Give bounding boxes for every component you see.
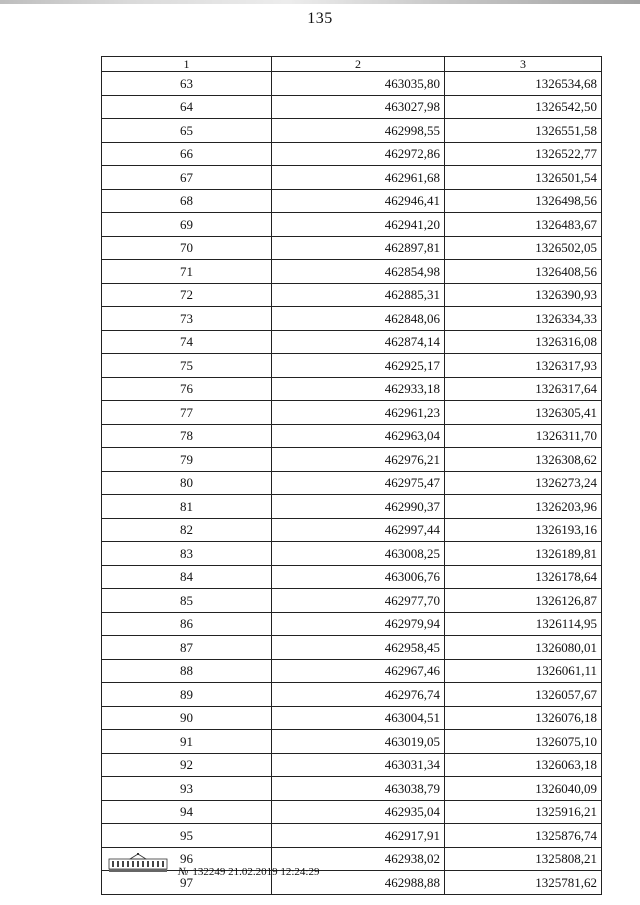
x-coordinate-cell: 462979,94 — [272, 612, 445, 636]
table-row — [102, 142, 602, 166]
table-row — [102, 636, 602, 660]
point-number-cell: 79 — [102, 448, 272, 472]
building-stamp-icon — [108, 853, 168, 873]
y-coordinate-cell: 1326126,87 — [445, 589, 602, 613]
x-coordinate-cell: 462917,91 — [272, 824, 445, 848]
point-number-cell: 86 — [102, 612, 272, 636]
y-coordinate-cell: 1326075,10 — [445, 730, 602, 754]
table-body — [102, 72, 602, 895]
table-row — [102, 659, 602, 683]
y-coordinate-cell: 1326483,67 — [445, 213, 602, 237]
y-coordinate-cell: 1326308,62 — [445, 448, 602, 472]
x-coordinate-cell: 462988,88 — [272, 871, 445, 895]
point-number-cell: 67 — [102, 166, 272, 190]
x-coordinate-cell: 462976,74 — [272, 683, 445, 707]
y-coordinate-cell: 1325876,74 — [445, 824, 602, 848]
point-number-cell: 72 — [102, 283, 272, 307]
table-row — [102, 542, 602, 566]
point-number-cell: 84 — [102, 565, 272, 589]
y-coordinate-cell: 1326193,16 — [445, 518, 602, 542]
x-coordinate-cell: 462990,37 — [272, 495, 445, 519]
point-number-cell: 64 — [102, 95, 272, 119]
x-coordinate-cell: 462848,06 — [272, 307, 445, 331]
point-number-cell: 88 — [102, 659, 272, 683]
x-coordinate-cell: 462977,70 — [272, 589, 445, 613]
x-coordinate-cell: 462854,98 — [272, 260, 445, 284]
y-coordinate-cell: 1326273,24 — [445, 471, 602, 495]
y-coordinate-cell: 1326551,58 — [445, 119, 602, 143]
x-coordinate-cell: 462925,17 — [272, 354, 445, 378]
point-number-cell: 69 — [102, 213, 272, 237]
x-coordinate-cell: 462897,81 — [272, 236, 445, 260]
table-row — [102, 495, 602, 519]
point-number-cell: 73 — [102, 307, 272, 331]
x-coordinate-cell: 463035,80 — [272, 72, 445, 96]
table-row — [102, 260, 602, 284]
y-coordinate-cell: 1325808,21 — [445, 847, 602, 871]
x-coordinate-cell: 462997,44 — [272, 518, 445, 542]
y-coordinate-cell: 1326311,70 — [445, 424, 602, 448]
x-coordinate-cell: 462998,55 — [272, 119, 445, 143]
x-coordinate-cell: 462958,45 — [272, 636, 445, 660]
y-coordinate-cell: 1326317,64 — [445, 377, 602, 401]
x-coordinate-cell: 462976,21 — [272, 448, 445, 472]
y-coordinate-cell: 1326203,96 — [445, 495, 602, 519]
table-row — [102, 800, 602, 824]
y-coordinate-cell: 1326076,18 — [445, 706, 602, 730]
y-coordinate-cell: 1326542,50 — [445, 95, 602, 119]
y-coordinate-cell: 1326114,95 — [445, 612, 602, 636]
table-row — [102, 424, 602, 448]
table-row — [102, 72, 602, 96]
x-coordinate-cell: 462941,20 — [272, 213, 445, 237]
x-coordinate-cell: 463004,51 — [272, 706, 445, 730]
point-number-cell: 91 — [102, 730, 272, 754]
point-number-cell: 63 — [102, 72, 272, 96]
y-coordinate-cell: 1326305,41 — [445, 401, 602, 425]
point-number-cell: 76 — [102, 377, 272, 401]
table-row — [102, 95, 602, 119]
point-number-cell: 74 — [102, 330, 272, 354]
x-coordinate-cell: 463008,25 — [272, 542, 445, 566]
table-row — [102, 518, 602, 542]
y-coordinate-cell: 1325916,21 — [445, 800, 602, 824]
x-coordinate-cell: 462938,02 — [272, 847, 445, 871]
table-row — [102, 166, 602, 190]
table-row — [102, 330, 602, 354]
y-coordinate-cell: 1326390,93 — [445, 283, 602, 307]
y-coordinate-cell: 1326522,77 — [445, 142, 602, 166]
table-row — [102, 777, 602, 801]
point-number-cell: 83 — [102, 542, 272, 566]
point-number-cell: 95 — [102, 824, 272, 848]
y-coordinate-cell: 1326040,09 — [445, 777, 602, 801]
point-number-cell: 78 — [102, 424, 272, 448]
x-coordinate-cell: 462975,47 — [272, 471, 445, 495]
table-row — [102, 307, 602, 331]
point-number-cell: 94 — [102, 800, 272, 824]
x-coordinate-cell: 462961,68 — [272, 166, 445, 190]
y-coordinate-cell: 1325781,62 — [445, 871, 602, 895]
table-row — [102, 824, 602, 848]
point-number-cell: 71 — [102, 260, 272, 284]
point-number-cell: 85 — [102, 589, 272, 613]
y-coordinate-cell: 1326317,93 — [445, 354, 602, 378]
point-number-cell: 75 — [102, 354, 272, 378]
y-coordinate-cell: 1326316,08 — [445, 330, 602, 354]
y-coordinate-cell: 1326061,11 — [445, 659, 602, 683]
point-number-cell: 89 — [102, 683, 272, 707]
point-number-cell: 77 — [102, 401, 272, 425]
registration-footer — [178, 866, 320, 878]
x-coordinate-cell: 462967,46 — [272, 659, 445, 683]
table-row — [102, 213, 602, 237]
column-header: 1 — [102, 57, 272, 72]
table-row — [102, 377, 602, 401]
table-row — [102, 683, 602, 707]
y-coordinate-cell: 1326408,56 — [445, 260, 602, 284]
y-coordinate-cell: 1326501,54 — [445, 166, 602, 190]
point-number-cell: 90 — [102, 706, 272, 730]
page-number: 135 — [307, 10, 333, 27]
x-coordinate-cell: 462885,31 — [272, 283, 445, 307]
y-coordinate-cell: 1326534,68 — [445, 72, 602, 96]
y-coordinate-cell: 1326057,67 — [445, 683, 602, 707]
x-coordinate-cell: 462963,04 — [272, 424, 445, 448]
column-header: 2 — [272, 57, 445, 72]
point-number-cell: 80 — [102, 471, 272, 495]
y-coordinate-cell: 1326063,18 — [445, 753, 602, 777]
point-number-cell: 92 — [102, 753, 272, 777]
table-row — [102, 730, 602, 754]
y-coordinate-cell: 1326189,81 — [445, 542, 602, 566]
table-row — [102, 706, 602, 730]
point-number-cell: 65 — [102, 119, 272, 143]
table-row — [102, 565, 602, 589]
column-header: 3 — [445, 57, 602, 72]
point-number-cell: 87 — [102, 636, 272, 660]
table-row — [102, 401, 602, 425]
x-coordinate-cell: 462946,41 — [272, 189, 445, 213]
table-row — [102, 119, 602, 143]
coordinates-table — [101, 56, 602, 895]
x-coordinate-cell: 462933,18 — [272, 377, 445, 401]
table-row — [102, 847, 602, 871]
point-number-cell: 81 — [102, 495, 272, 519]
point-number-cell: 97 — [102, 871, 272, 895]
table-row — [102, 354, 602, 378]
number-mark: № — [178, 866, 189, 878]
point-number-cell: 68 — [102, 189, 272, 213]
x-coordinate-cell: 463031,34 — [272, 753, 445, 777]
table-row — [102, 236, 602, 260]
scan-top-edge — [0, 0, 640, 4]
y-coordinate-cell: 1326334,33 — [445, 307, 602, 331]
table-row — [102, 189, 602, 213]
x-coordinate-cell: 463019,05 — [272, 730, 445, 754]
point-number-cell: 93 — [102, 777, 272, 801]
x-coordinate-cell: 462961,23 — [272, 401, 445, 425]
table-row — [102, 871, 602, 895]
y-coordinate-cell: 1326080,01 — [445, 636, 602, 660]
point-number-cell: 82 — [102, 518, 272, 542]
x-coordinate-cell: 463038,79 — [272, 777, 445, 801]
point-number-cell: 96 — [102, 847, 272, 871]
x-coordinate-cell: 463006,76 — [272, 565, 445, 589]
table-row — [102, 471, 602, 495]
table-header-row — [102, 57, 602, 72]
x-coordinate-cell: 462874,14 — [272, 330, 445, 354]
table-row — [102, 589, 602, 613]
table-row — [102, 448, 602, 472]
y-coordinate-cell: 1326178,64 — [445, 565, 602, 589]
table-row — [102, 283, 602, 307]
y-coordinate-cell: 1326498,56 — [445, 189, 602, 213]
x-coordinate-cell: 463027,98 — [272, 95, 445, 119]
y-coordinate-cell: 1326502,05 — [445, 236, 602, 260]
x-coordinate-cell: 462935,04 — [272, 800, 445, 824]
x-coordinate-cell: 462972,86 — [272, 142, 445, 166]
table-row — [102, 612, 602, 636]
table-row — [102, 753, 602, 777]
point-number-cell: 70 — [102, 236, 272, 260]
point-number-cell: 66 — [102, 142, 272, 166]
registration-info: 132249 21.02.2019 12:24:29 — [192, 866, 320, 878]
